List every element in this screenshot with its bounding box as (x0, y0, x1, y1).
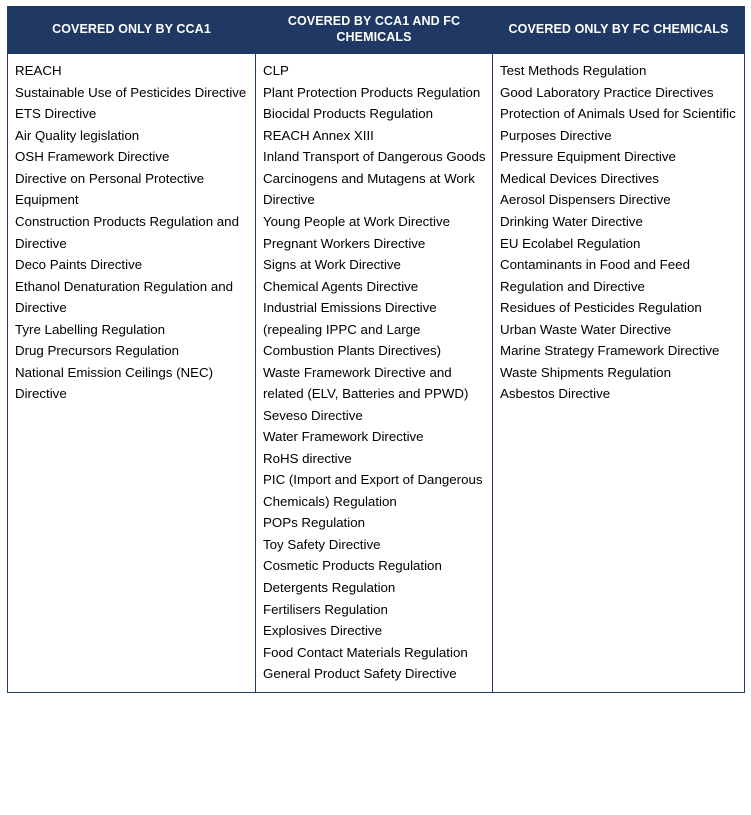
list-item: Chemical Agents Directive (263, 278, 419, 294)
list-item: Test Methods Regulation (500, 63, 647, 79)
list-item: REACH (15, 63, 62, 79)
list-item: Pregnant Workers Directive (263, 235, 426, 251)
list-item: Construction Products Regulation and Directive (15, 213, 239, 251)
list-item: Detergents Regulation (263, 580, 396, 595)
list-item: Fertilisers Regulation (263, 601, 388, 617)
list-item: Protection of Animals Used for Scientific Purposes Directive (500, 106, 736, 143)
list-item: Drinking Water Directive (500, 213, 643, 229)
column-header-fc-only: COVERED ONLY BY FC CHEMICALS (493, 7, 745, 54)
list-item: Urban Waste Water Directive (500, 321, 672, 337)
column-header-cca1-only: COVERED ONLY BY CCA1 (8, 7, 256, 54)
list-item: ETS Directive (15, 106, 97, 122)
list-item: Biocidal Products Regulation (263, 106, 434, 122)
list-item: Signs at Work Directive (263, 257, 401, 273)
list-item: OSH Framework Directive (15, 149, 170, 165)
list-item: Cosmetic Products Regulation (263, 558, 442, 574)
table-header-row (8, 7, 745, 54)
list-item: Young People at Work Directive (263, 213, 451, 229)
list-item: CLP (263, 63, 289, 79)
list-item: Medical Devices Directives (500, 170, 659, 186)
list-item: Industrial Emissions Directive (repealing IPPC and Large Combustion Plants Directives) (263, 300, 442, 359)
list-item: General Product Safety Directive (263, 666, 457, 682)
list-item: POPs Regulation (263, 515, 365, 531)
list-item: Waste Framework Directive and related (ELV, Batteries and PPWD) (263, 364, 469, 402)
list-item: Seveso Directive (263, 407, 363, 423)
column-header-cca1-and-fc: COVERED BY CCA1 AND FC CHEMICALS (256, 7, 493, 54)
table-header-row-group (8, 7, 745, 54)
list-item: Waste Shipments Regulation (500, 364, 671, 380)
list-item: Toy Safety Directive (263, 536, 381, 552)
list-item: Food Contact Materials Regulation (263, 644, 468, 660)
list-item: Tyre Labelling Regulation (15, 321, 166, 337)
table-body (8, 54, 745, 692)
legislation-coverage-table (7, 6, 745, 693)
cell-cca1-only (8, 54, 256, 692)
list-item: Carcinogens and Mutagens at Work Directive (263, 170, 475, 208)
cell-fc-only (493, 54, 745, 692)
list-item: REACH Annex XIII (263, 127, 374, 143)
list-item: PIC (Import and Export of Dangerous Chemicals) Regulation (263, 472, 483, 509)
list-item: Inland Transport of Dangerous Goods (263, 149, 486, 165)
list-cca1-and-fc (263, 60, 486, 684)
list-item: EU Ecolabel Regulation (500, 235, 641, 251)
list-item: Marine Strategy Framework Directive (500, 343, 720, 359)
list-item: Good Laboratory Practice Directives (500, 84, 714, 100)
list-item: Drug Precursors Regulation (15, 343, 180, 359)
list-item: Directive on Personal Protective Equipment (15, 170, 205, 208)
list-item: Deco Paints Directive (15, 257, 143, 273)
list-cca1-only (15, 60, 249, 405)
list-item: Residues of Pesticides Regulation (500, 300, 702, 316)
list-item: Asbestos Directive (500, 386, 611, 402)
list-item: Air Quality legislation (15, 127, 140, 143)
list-item: Aerosol Dispensers Directive (500, 192, 671, 208)
list-item: Explosives Directive (263, 623, 382, 639)
list-item: Plant Protection Products Regulation (263, 84, 481, 100)
list-fc-only (500, 60, 738, 405)
table-row (8, 54, 745, 692)
list-item: Pressure Equipment Directive (500, 149, 676, 165)
list-item: Contaminants in Food and Feed Regulation and Directive (500, 257, 690, 294)
list-item: Ethanol Denaturation Regulation and Directive (15, 278, 234, 316)
list-item: RoHS directive (263, 450, 352, 466)
list-item: Water Framework Directive (263, 429, 424, 445)
cell-cca1-and-fc (256, 54, 493, 692)
list-item: Sustainable Use of Pesticides Directive (15, 84, 247, 100)
list-item: National Emission Ceilings (NEC) Directive (15, 364, 214, 402)
